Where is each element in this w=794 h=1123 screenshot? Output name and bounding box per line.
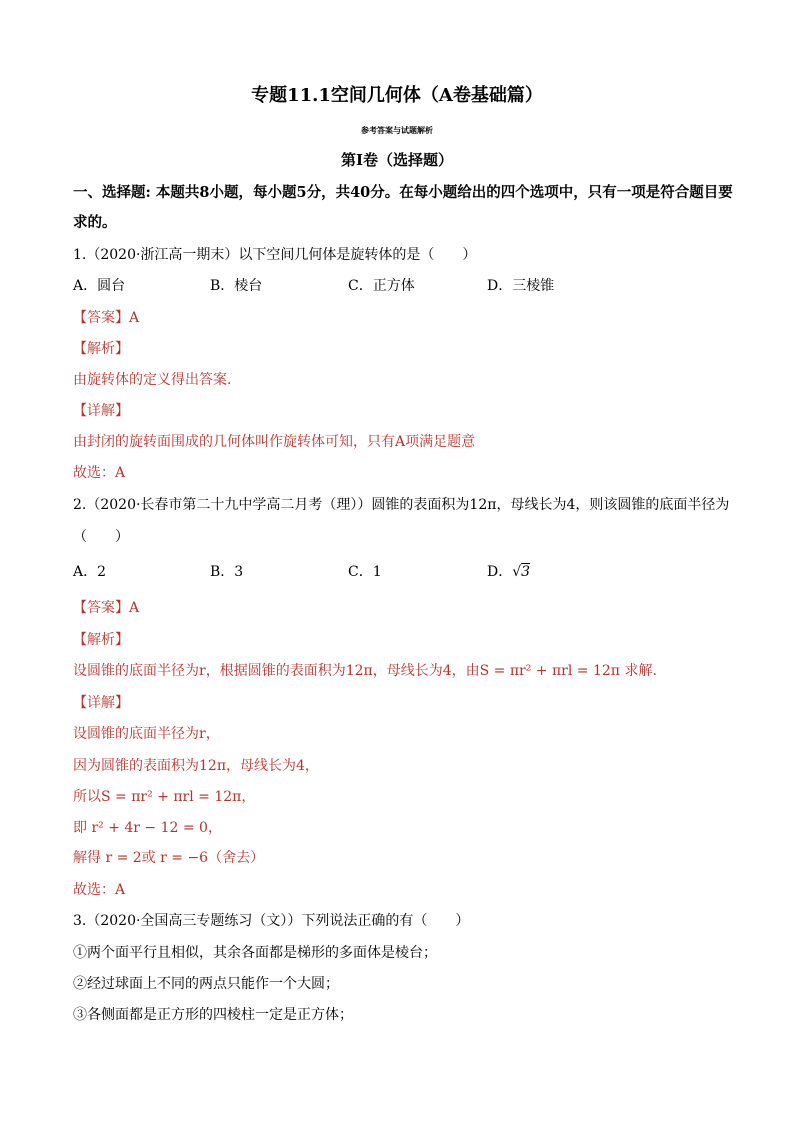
q2-answer: 【答案】A xyxy=(73,600,140,616)
instructions-line-1: 一、选择题: 本题共8小题，每小题5分，共40分。在每小题给出的四个选项中，只有一项是符合题目要 xyxy=(73,184,733,201)
q1-analysis: 由旋转体的定义得出答案. xyxy=(73,372,232,388)
instructions-line-2: 求的。 xyxy=(73,214,117,231)
q2-analysis-heading: 【解析】 xyxy=(73,632,129,648)
q3-item-2: ②经过球面上不同的两点只能作一个大圆； xyxy=(73,976,339,992)
q2-detail-line-1: 设圆锥的底面半径为r， xyxy=(73,726,220,742)
q2-option-d xyxy=(487,562,530,582)
q2-option-b: B．3 xyxy=(210,564,244,580)
q1-detail-heading: 【详解】 xyxy=(73,403,129,419)
q2-detail-line-2: 因为圆锥的表面积为12π，母线长为4， xyxy=(73,758,319,774)
q2-option-a: A．2 xyxy=(73,564,107,580)
q3-item-3: ③各侧面都是正方形的四棱柱一定是正方体； xyxy=(73,1007,353,1023)
q1-option-d: D．三棱锥 xyxy=(487,278,555,294)
q3-item-1: ①两个面平行且相似，其余各面都是梯形的多面体是棱台； xyxy=(73,945,437,961)
page-title: 专题11.1空间几何体（A卷基础篇） xyxy=(251,85,543,106)
q2-stem-line-1: 2.（2020·长春市第二十九中学高二月考（理））圆锥的表面积为12π，母线长为4，则该圆锥的底面半径为 xyxy=(73,497,730,513)
q1-option-a: A．圆台 xyxy=(73,278,126,294)
q2-choice: 故选：A xyxy=(73,882,126,898)
section-heading: 第I卷（选择题） xyxy=(340,151,454,169)
q1-option-b: B．棱台 xyxy=(210,278,263,294)
q2-option-d-label: D． xyxy=(487,564,513,580)
q2-detail-heading: 【详解】 xyxy=(73,695,129,711)
q2-stem-line-2: （ ） xyxy=(73,529,129,545)
q1-option-c: C．正方体 xyxy=(348,278,415,294)
q1-answer: 【答案】A xyxy=(73,310,140,326)
q2-analysis: 设圆锥的底面半径为r，根据圆锥的表面积为12π，母线长为4，由S = πr² + πrl = 12π 求解. xyxy=(73,663,657,679)
q1-choice: 故选：A xyxy=(73,465,126,481)
q1-detail: 由封闭的旋转面围成的几何体叫作旋转体可知，只有A项满足题意 xyxy=(73,434,476,450)
sqrt-symbol: √3 xyxy=(512,564,531,580)
q2-detail-line-3: 所以S = πr² + πrl = 12π， xyxy=(73,789,256,805)
q2-detail-line-4: 即 r² + 4r − 12 = 0， xyxy=(73,820,222,836)
q2-option-c: C．1 xyxy=(348,564,382,580)
q1-analysis-heading: 【解析】 xyxy=(73,341,129,357)
q2-detail-line-5: 解得 r = 2或 r = −6（舍去） xyxy=(73,850,265,866)
q2-option-d-radicand: 3 xyxy=(521,564,531,580)
q1-stem: 1.（2020·浙江高一期末）以下空间几何体是旋转体的是（ ） xyxy=(73,247,477,263)
q3-stem: 3.（2020·全国高三专题练习（文））下列说法正确的有（ ） xyxy=(73,913,470,929)
page-subtitle: 参考答案与试题解析 xyxy=(361,125,433,135)
